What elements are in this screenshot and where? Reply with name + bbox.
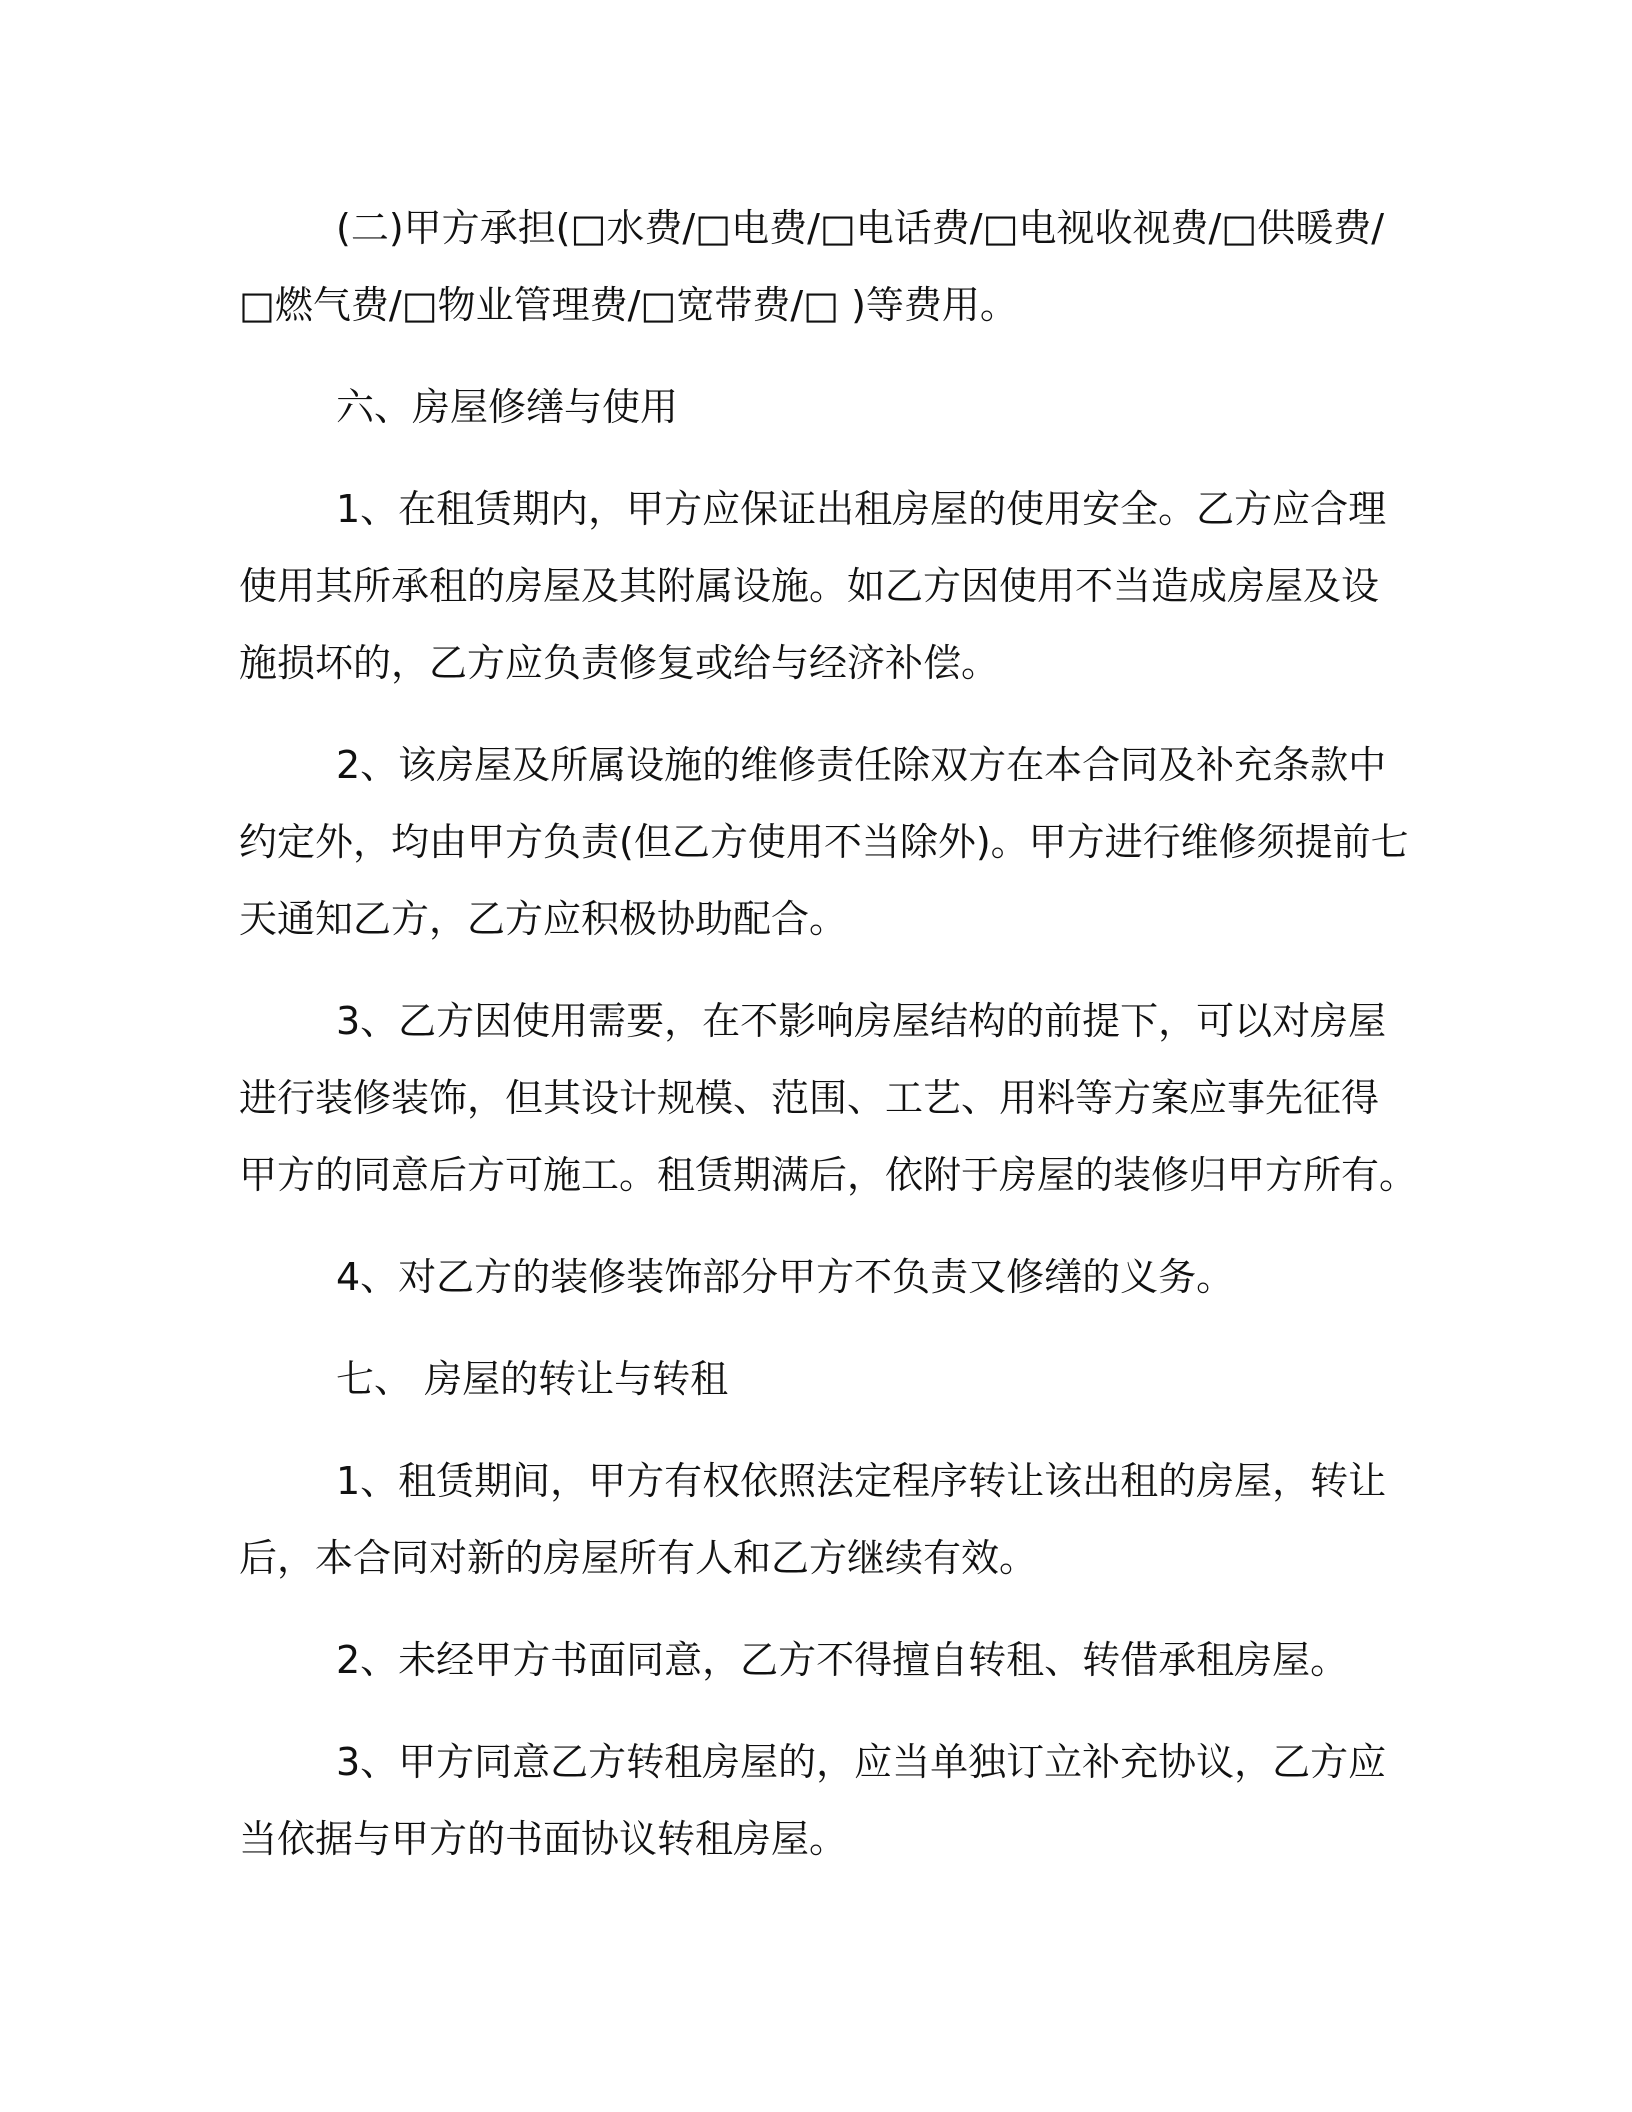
section-6-clause-4 <box>239 1239 1399 1316</box>
text-line: 1、租赁期间，甲方有权依照法定程序转让该出租的房屋，转让 <box>336 1459 1387 1503</box>
text-line: 后，本合同对新的房屋所有人和乙方继续有效。 <box>239 1536 1038 1580</box>
section-6-clause-1 <box>239 471 1399 702</box>
text-line: 1、在租赁期内，甲方应保证出租房屋的使用安全。乙方应合理 <box>336 487 1387 531</box>
text-line: 3、甲方同意乙方转租房屋的，应当单独订立补充协议，乙方应 <box>336 1740 1387 1784</box>
text-line: 天通知乙方，乙方应积极协助配合。 <box>239 897 848 941</box>
text-line: 施损坏的，乙方应负责修复或给与经济补偿。 <box>239 641 1000 685</box>
document-page <box>239 190 1418 1878</box>
section-heading: 七、 房屋的转让与转租 <box>336 1357 729 1401</box>
text-line: 3、乙方因使用需要，在不影响房屋结构的前提下，可以对房屋 <box>336 999 1387 1043</box>
section-7-clause-1 <box>239 1443 1399 1597</box>
text-line: 约定外，均由甲方负责(但乙方使用不当除外)。甲方进行维修须提前七 <box>239 820 1409 864</box>
text-line: 2、未经甲方书面同意，乙方不得擅自转租、转借承租房屋。 <box>336 1638 1349 1682</box>
text-line: (二)甲方承担(□水费/□电费/□电话费/□电视收视费/□供暖费/ <box>336 206 1385 250</box>
text-line: 甲方的同意后方可施工。租赁期满后，依附于房屋的装修归甲方所有。 <box>239 1153 1418 1197</box>
text-line: 进行装修装饰，但其设计规模、范围、工艺、用料等方案应事先征得 <box>239 1076 1380 1120</box>
section-6-clause-3 <box>239 983 1418 1214</box>
text-line: □燃气费/□物业管理费/□宽带费/□ )等费用。 <box>239 283 1018 327</box>
text-line: 使用其所承租的房屋及其附属设施。如乙方因使用不当造成房屋及设 <box>239 564 1380 608</box>
section-7-clause-3 <box>239 1724 1399 1878</box>
paragraph-fees <box>239 190 1399 344</box>
section-7-heading <box>239 1341 1399 1418</box>
section-heading: 六、房屋修缮与使用 <box>336 385 679 429</box>
section-6-heading <box>239 369 1399 446</box>
text-line: 4、对乙方的装修装饰部分甲方不负责又修缮的义务。 <box>336 1255 1235 1299</box>
section-7-clause-2 <box>239 1622 1399 1699</box>
section-6-clause-2 <box>239 727 1409 958</box>
text-line: 当依据与甲方的书面协议转租房屋。 <box>239 1817 848 1861</box>
text-line: 2、该房屋及所属设施的维修责任除双方在本合同及补充条款中 <box>336 743 1387 787</box>
